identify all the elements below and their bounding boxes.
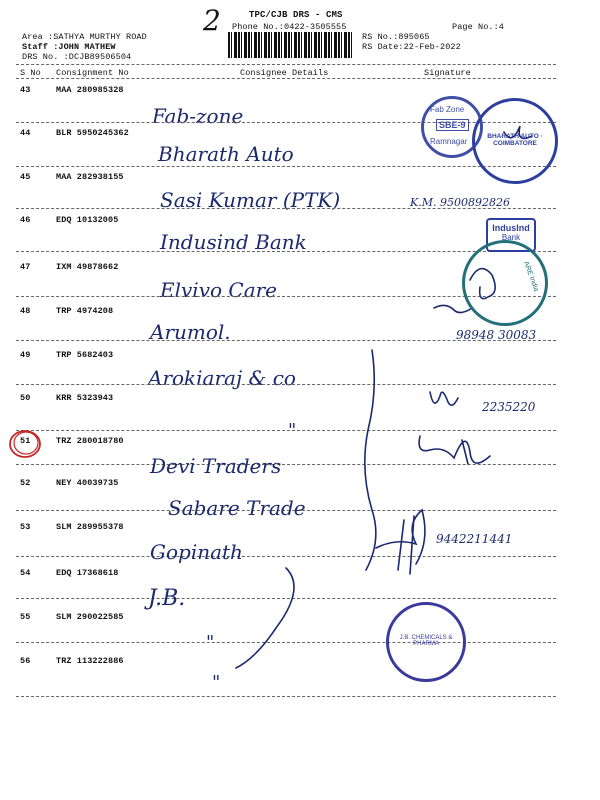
jb-chemicals-stamp xyxy=(386,602,466,682)
stamp-text: BHARATH AUTO · COIMBATORE xyxy=(487,133,543,147)
top-scribble: 2 xyxy=(203,4,221,37)
ditto-mark: " xyxy=(212,672,221,693)
phone-annotation: 2235220 xyxy=(482,400,536,414)
row-consignment: TRP 5682403 xyxy=(56,350,114,360)
row-consignee-handwriting: Sasi Kumar (PTK) xyxy=(160,188,341,212)
document-title: TPC/CJB DRS - CMS xyxy=(249,10,343,20)
stamp-text: SBE-9 xyxy=(436,119,469,131)
row-consignment: BLR 5950245362 xyxy=(56,128,129,138)
row-sno: 51 xyxy=(20,436,31,446)
rs-number: RS No.:895065 xyxy=(362,32,430,42)
row-consignee-handwriting: Arumol. xyxy=(150,320,231,344)
row-consignee-handwriting: Devi Traders xyxy=(150,454,282,478)
row-consignee-handwriting: J.B. xyxy=(148,586,186,611)
row-consignment: EDQ 17368618 xyxy=(56,568,119,578)
stamp-text: ARE India xyxy=(522,260,540,293)
phone-annotation: K.M. 9500892826 xyxy=(410,196,510,209)
row-sno: 45 xyxy=(20,172,31,182)
stamp-text: Ramnagar xyxy=(430,137,468,146)
row-consignee-handwriting: Arokiaraj & co xyxy=(148,366,296,390)
phone-number: Phone No.:0422-3505555 xyxy=(232,22,347,32)
row-consignment: IXM 49878662 xyxy=(56,262,119,272)
row-consignment: EDQ 10132005 xyxy=(56,215,119,225)
row-sno: 44 xyxy=(20,128,31,138)
row-consignment: KRR 5323943 xyxy=(56,393,114,403)
area-label: Area :SATHYA MURTHY ROAD xyxy=(22,32,147,42)
row-consignment: SLM 290022585 xyxy=(56,612,124,622)
row-sno: 46 xyxy=(20,215,31,225)
row-consignment: NEY 40039735 xyxy=(56,478,119,488)
col-consignee: Consignee Details xyxy=(240,68,329,78)
phone-annotation: 98948 30083 xyxy=(456,328,537,342)
row-sno: 52 xyxy=(20,478,31,488)
row-consignee-handwriting: Bharath Auto xyxy=(158,142,294,166)
stamp-text: Bank xyxy=(501,233,521,242)
row-consignment: MAA 282938155 xyxy=(56,172,124,182)
bharath-auto-stamp xyxy=(472,98,558,184)
col-consignment: Consignment No xyxy=(56,68,129,78)
stamp-text: J.B. CHEMICALS & PHARMA xyxy=(399,635,453,647)
row-consignee-handwriting: Sabare Trade xyxy=(168,496,306,520)
staff-label: Staff :JOHN MATHEW xyxy=(22,42,116,52)
drs-number: DRS No. :DCJB89506504 xyxy=(22,52,132,62)
are-india-stamp xyxy=(462,240,548,326)
row-sno: 50 xyxy=(20,393,31,403)
ditto-mark: " xyxy=(206,632,215,653)
ditto-mark: " xyxy=(288,420,297,441)
row-sno: 43 xyxy=(20,85,31,95)
row-consignment: MAA 280985328 xyxy=(56,85,124,95)
row-consignee-handwriting: Indusind Bank xyxy=(160,230,307,254)
row-sno: 48 xyxy=(20,306,31,316)
row-sno: 54 xyxy=(20,568,31,578)
row-sno: 56 xyxy=(20,656,31,666)
row-consignee-handwriting: Elvivo Care xyxy=(160,278,278,302)
row-consignee-handwriting: Gopinath xyxy=(150,540,243,564)
row-sno: 55 xyxy=(20,612,31,622)
stamp-text: Fab Zone xyxy=(430,105,465,114)
row-consignment: TRZ 280018780 xyxy=(56,436,124,446)
row-consignment: TRZ 113222886 xyxy=(56,656,124,666)
row-sno: 49 xyxy=(20,350,31,360)
row-consignment: SLM 289955378 xyxy=(56,522,124,532)
stamp-text: IndusInd xyxy=(492,223,530,233)
phone-annotation: 9442211441 xyxy=(436,532,513,546)
row-consignment: TRP 4974208 xyxy=(56,306,114,316)
row-sno: 53 xyxy=(20,522,31,532)
col-signature: Signature xyxy=(424,68,471,78)
row-sno: 47 xyxy=(20,262,31,272)
col-sno: S No xyxy=(20,68,41,78)
page-number: Page No.:4 xyxy=(452,22,505,32)
row-consignee-handwriting: Fab-zone xyxy=(152,104,244,128)
rs-date: RS Date:22-Feb-2022 xyxy=(362,42,461,52)
